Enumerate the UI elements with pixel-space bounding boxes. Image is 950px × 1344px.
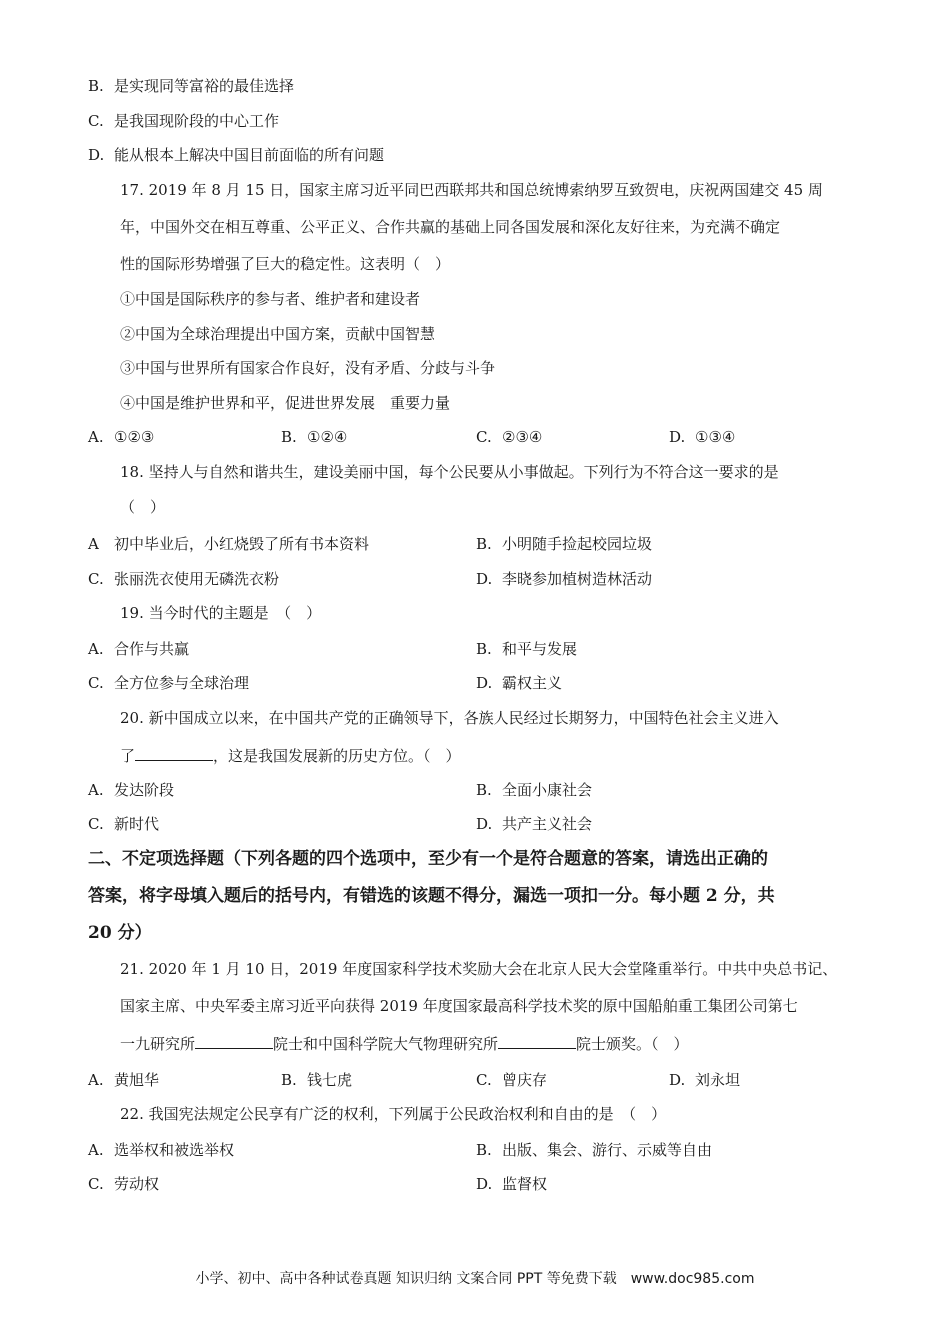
q19-option-b: B. 和平与发展 <box>476 640 578 658</box>
q22-option-d: D. 监督权 <box>476 1175 548 1193</box>
q17-stem-line1: 17. 2019 年 8 月 15 日，国家主席习近平同巴西联邦共和国总统博索纳罗互致贺电，庆祝两国建交 45 周 <box>120 181 823 199</box>
q17-option-b: B. ①②④ <box>281 428 348 446</box>
q20-option-b: B. 全面小康社会 <box>476 781 593 799</box>
q18-option-c: C. 张丽洗衣使用无磷洗衣粉 <box>88 570 280 588</box>
q22-option-c: C. 劳动权 <box>88 1175 160 1193</box>
q22-option-b: B. 出版、集会、游行、示威等自由 <box>476 1141 713 1159</box>
q21-option-c: C. 曾庆存 <box>476 1071 548 1089</box>
q17-statement-1: ①中国是国际秩序的参与者、维护者和建设者 <box>120 290 421 308</box>
q21-stem-line2: 国家主席、中央军委主席习近平向获得 2019 年度国家最高科学技术奖的原中国船舶重工集团公司第七 <box>120 997 798 1015</box>
option-d: D. 能从根本上解决中国目前面临的所有问题 <box>88 146 385 164</box>
q19-option-c: C. 全方位参与全球治理 <box>88 674 250 692</box>
option-b: B. 是实现同等富裕的最佳选择 <box>88 77 295 95</box>
q21-stem-line3: 一九研究所 院士和中国科学院大气物理研究所 院士颁奖。（ ） <box>120 1035 689 1053</box>
q20-option-a: A. 发达阶段 <box>88 781 175 799</box>
q22-option-a: A. 选举权和被选举权 <box>88 1141 235 1159</box>
fill-blank <box>498 1033 576 1049</box>
q19-stem: 19. 当今时代的主题是 （ ） <box>120 604 322 622</box>
section-heading-line2: 答案，将字母填入题后的括号内，有错选的该题不得分，漏选一项扣一分。每小题 2 分，共 <box>88 886 775 906</box>
q20-stem-line2: 了 ，这是我国发展新的历史方位。（ ） <box>120 747 461 765</box>
q17-statement-3: ③中国与世界所有国家合作良好，没有矛盾、分歧与斗争 <box>120 359 496 377</box>
q18-option-d: D. 李晓参加植树造林活动 <box>476 570 653 588</box>
q20-stem-line1: 20. 新中国成立以来，在中国共产党的正确领导下，各族人民经过长期努力，中国特色社会主义进入 <box>120 709 779 727</box>
page-footer: 小学、初中、高中各种试卷真题 知识归纳 文案合同 PPT 等免费下载 www.doc985.com <box>195 1271 755 1287</box>
q17-option-a: A. ①②③ <box>88 428 155 446</box>
q18-stem-line2: （ ） <box>120 498 166 516</box>
q17-option-d: D. ①③④ <box>669 428 736 446</box>
q20-option-d: D. 共产主义社会 <box>476 815 593 833</box>
q18-stem-line1: 18. 坚持人与自然和谐共生，建设美丽中国，每个公民要从小事做起。下列行为不符合这一要求的是 <box>120 463 779 481</box>
section-heading-line3: 20 分） <box>88 923 152 943</box>
q17-stem-line3: 性的国际形势增强了巨大的稳定性。这表明（ ） <box>120 255 451 273</box>
q21-option-a: A. 黄旭华 <box>88 1071 160 1089</box>
q17-stem-line2: 年，中国外交在相互尊重、公平正义、合作共赢的基础上同各国发展和深化友好往来，为充满不确定 <box>120 218 781 236</box>
q19-option-d: D. 霸权主义 <box>476 674 563 692</box>
q22-stem: 22. 我国宪法规定公民享有广泛的权利，下列属于公民政治权利和自由的是 （ ） <box>120 1105 667 1123</box>
q18-option-a: A 初中毕业后，小红烧毁了所有书本资料 <box>88 535 370 553</box>
q18-option-b: B. 小明随手捡起校园垃圾 <box>476 535 653 553</box>
section-heading-line1: 二、不定项选择题（下列各题的四个选项中，至少有一个是符合题意的答案，请选出正确的 <box>88 849 768 869</box>
q21-option-b: B. 钱七虎 <box>281 1071 353 1089</box>
option-c: C. 是我国现阶段的中心工作 <box>88 112 280 130</box>
q21-stem-line1: 21. 2020 年 1 月 10 日，2019 年度国家科学技术奖励大会在北京人民大会堂隆重举行。中共中央总书记、 <box>120 960 838 978</box>
q17-statement-2: ②中国为全球治理提出中国方案，贡献中国智慧 <box>120 325 436 343</box>
fill-blank <box>135 745 213 761</box>
q17-statement-4: ④中国是维护世界和平，促进世界发展 重要力量 <box>120 394 451 412</box>
q17-option-c: C. ②③④ <box>476 428 543 446</box>
fill-blank <box>195 1033 273 1049</box>
q19-option-a: A. 合作与共赢 <box>88 640 190 658</box>
q20-option-c: C. 新时代 <box>88 815 160 833</box>
q21-option-d: D. 刘永坦 <box>669 1071 741 1089</box>
